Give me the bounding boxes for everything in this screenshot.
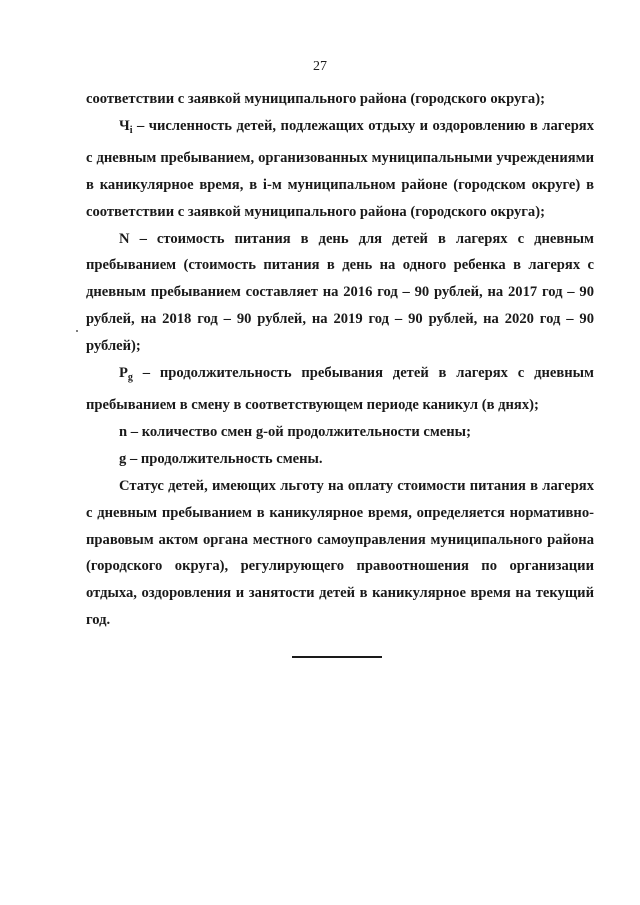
paragraph-n-definition — [86, 226, 594, 361]
definition-text: – стоимость питания в день для детей в лагерях с дневным пребыванием (стоимость питания в день на одного ребенка в лагерях с дневным пребыванием составляет на 2016 год – 90 рублей, на 2017 год – 90 рублей, на 2018 год – 90 рублей, на 2019 год – 90 рублей, на 2020 год – 90 рублей); — [86, 230, 594, 355]
paragraph-status: Статус детей, имеющих льготу на оплату стоимости питания в лагерях с дневным пребыванием в каникулярное время, определяется нормативно-правовым актом органа местного самоуправления муниципального района (городского округа), регулирующего правоотношения по организации отдыха, оздоровления и занятости детей в каникулярное время на текущий год. — [86, 477, 594, 629]
page-number: 27 — [313, 59, 327, 74]
definition-text: – численность детей, подлежащих отдыху и оздоровлению в лагерях с дневным пребыванием, организованных муниципальными учреждениями в каникулярное время, в i-м муниципальном районе (городском округе) в соответствии с заявкой муниципального района (городского округа); — [86, 117, 594, 220]
symbol-n-capital: N — [119, 230, 130, 247]
scan-speck — [76, 330, 78, 332]
symbol-ch-subscript: i — [129, 124, 133, 136]
symbol-n-lower: n — [119, 423, 128, 440]
definition-text: – продолжительность пребывания детей в лагерях с дневным пребыванием в смену в соответствующем периоде каникул (в днях); — [86, 365, 594, 413]
definition-text: – количество смен g-ой продолжительности смены; — [127, 423, 471, 440]
paragraph-continuation: соответствии с заявкой муниципального района (городского округа); — [86, 91, 545, 107]
document-body — [86, 86, 594, 634]
paragraph-n-lower-definition — [86, 419, 594, 446]
symbol-g: g — [119, 450, 127, 467]
symbol-ch: Ч — [119, 117, 130, 134]
definition-text: – продолжительность смены. — [126, 450, 323, 467]
paragraph-ch-i-definition — [86, 113, 594, 226]
paragraph-pg-definition — [86, 360, 594, 419]
paragraph-g-definition — [86, 446, 594, 473]
symbol-p: P — [119, 365, 128, 382]
end-of-document-rule — [292, 656, 382, 658]
symbol-p-subscript: g — [127, 372, 133, 384]
